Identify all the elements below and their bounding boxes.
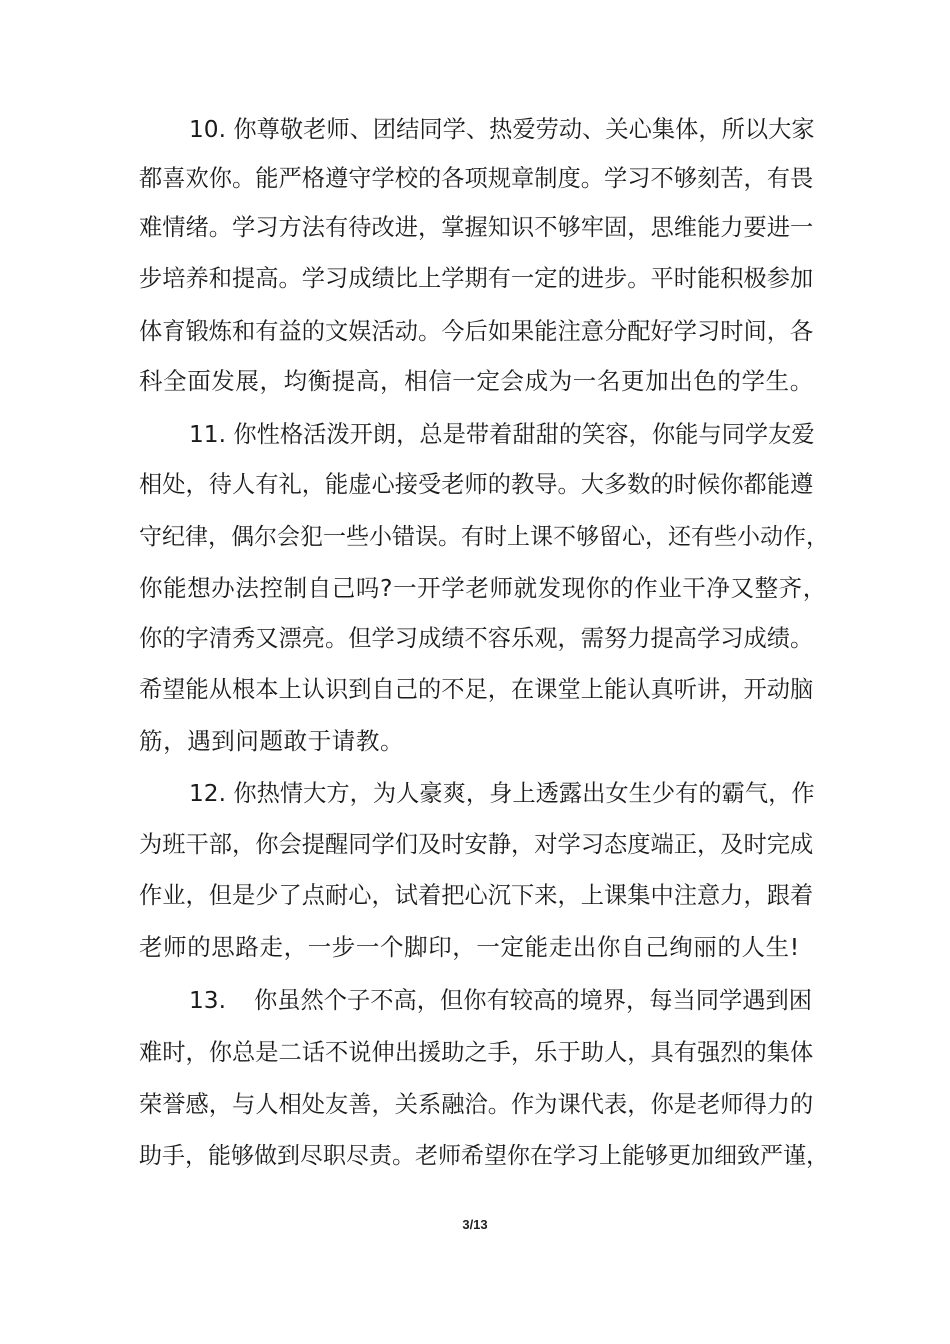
paragraph-10-text: 你尊敬老师、团结同学、热爱劳动、关心集体，所以大家 bbox=[233, 116, 815, 143]
paragraph-13-number: 13. bbox=[189, 987, 226, 1014]
paragraph-13-line-1 bbox=[189, 986, 812, 1016]
paragraph-12-line-3: 作业，但是少了点耐心，试着把心沉下来，上课集中注意力，跟着 bbox=[139, 882, 814, 909]
paragraph-10-line-5: 体育锻炼和有益的文娱活动。今后如果能注意分配好学习时间，各 bbox=[139, 318, 814, 345]
paragraph-13-text: 你虽然个子不高，但你有较高的境界，每当同学遇到困 bbox=[253, 987, 812, 1014]
paragraph-11-line-5: 你的字清秀又漂亮。但学习成绩不容乐观，需努力提高学习成绩。 bbox=[139, 625, 814, 652]
paragraph-11-line-7: 筋，遇到问题敢于请教。 bbox=[139, 727, 405, 755]
paragraph-11-line-6: 希望能从根本上认识到自己的不足，在课堂上能认真听讲，开动脑 bbox=[139, 676, 814, 703]
paragraph-11-line-1 bbox=[189, 420, 815, 450]
paragraph-10-line-1 bbox=[189, 115, 815, 145]
paragraph-11-line-4: 你能想办法控制自己吗?一开学老师就发现你的作业干净又整齐， bbox=[139, 574, 827, 602]
paragraph-11-line-3: 守纪律，偶尔会犯一些小错误。有时上课不够留心，还有些小动作， bbox=[139, 524, 829, 550]
paragraph-10-line-3: 难情绪。学习方法有待改进，掌握知识不够牢固，思维能力要进一 bbox=[139, 214, 814, 241]
paragraph-11-line-2: 相处，待人有礼，能虚心接受老师的教导。大多数的时候你都能遵 bbox=[139, 471, 814, 498]
paragraph-10-number: 10. bbox=[189, 116, 226, 143]
paragraph-10-line-4: 步培养和提高。学习成绩比上学期有一定的进步。平时能积极参加 bbox=[139, 265, 814, 292]
paragraph-12-line-4: 老师的思路走，一步一个脚印，一定能走出你自己绚丽的人生! bbox=[139, 933, 800, 961]
paragraph-11-text: 你性格活泼开朗，总是带着甜甜的笑容，你能与同学友爱 bbox=[233, 421, 815, 448]
paragraph-12-line-1 bbox=[189, 779, 815, 809]
paragraph-10-line-6: 科全面发展，均衡提高，相信一定会成为一名更加出色的学生。 bbox=[139, 367, 814, 395]
paragraph-11-number: 11. bbox=[189, 421, 226, 448]
paragraph-12-line-2: 为班干部，你会提醒同学们及时安静，对学习态度端正，及时完成 bbox=[139, 831, 814, 858]
paragraph-13-line-3: 荣誉感，与人相处友善，关系融洽。作为课代表，你是老师得力的 bbox=[139, 1091, 814, 1118]
paragraph-12-number: 12. bbox=[189, 780, 226, 807]
paragraph-13-line-2: 难时，你总是二话不说伸出援助之手，乐于助人，具有强烈的集体 bbox=[139, 1039, 814, 1066]
page-number: 3/13 bbox=[462, 1217, 488, 1232]
paragraph-12-text: 你热情大方，为人豪爽，身上透露出女生少有的霸气，作 bbox=[233, 780, 815, 807]
paragraph-13-line-4: 助手，能够做到尽职尽责。老师希望你在学习上能够更加细致严谨， bbox=[139, 1143, 829, 1169]
paragraph-10-line-2: 都喜欢你。能严格遵守学校的各项规章制度。学习不够刻苦，有畏 bbox=[139, 165, 814, 192]
